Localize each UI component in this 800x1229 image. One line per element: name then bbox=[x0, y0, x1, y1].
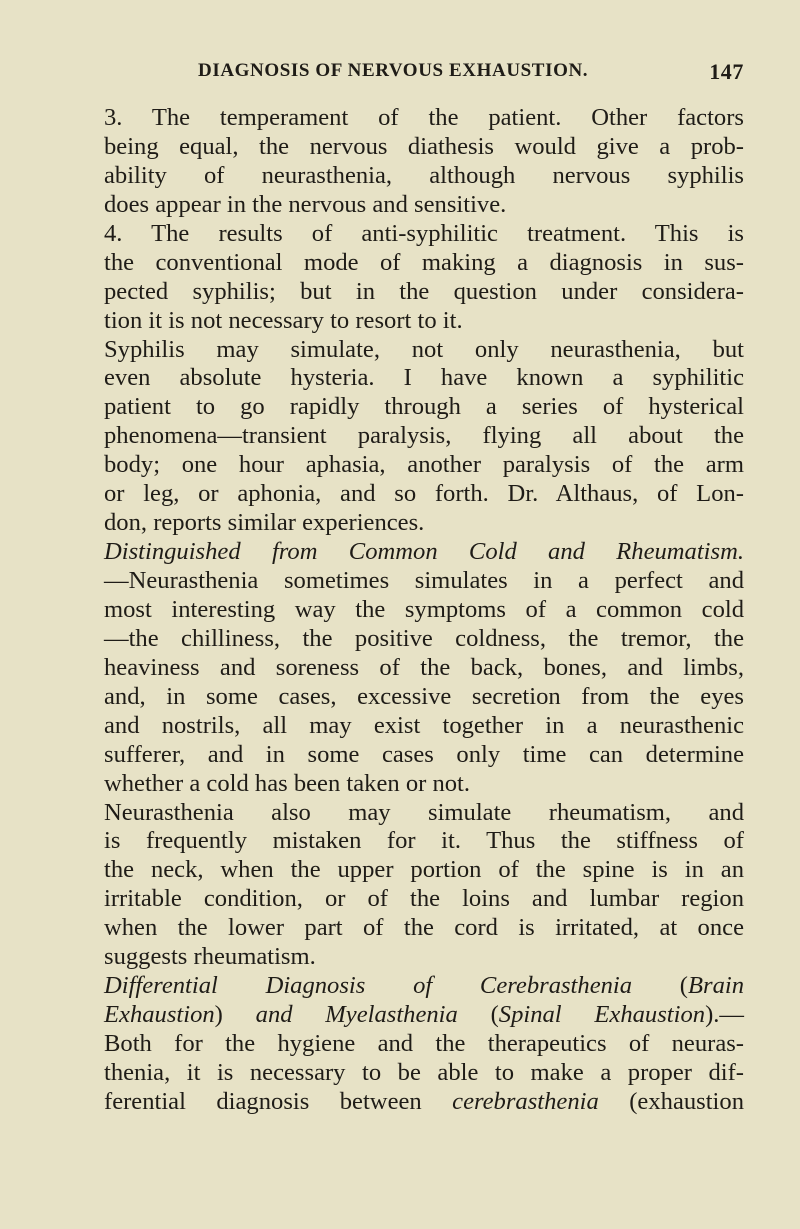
text-line: even absolute hysteria. I have known a syphilitic bbox=[104, 364, 744, 392]
heading-part: and Myelasthenia bbox=[255, 1001, 458, 1029]
text-line: the conventional mode of making a diagnosis in sus- bbox=[104, 248, 744, 276]
text-line: patient to go rapidly through a series of hysterical bbox=[104, 393, 744, 421]
running-head bbox=[198, 60, 744, 90]
text-line: Neurasthenia also may simulate rheumatism, and bbox=[104, 798, 744, 826]
text-line: don, reports similar experiences. bbox=[104, 509, 425, 537]
text-line: —Neurasthenia sometimes simulates in a perfect and bbox=[104, 567, 744, 594]
text-line: 4. The results of anti-syphilitic treatment. This is bbox=[104, 219, 744, 247]
text-line: phenomena—transient paralysis, flying all about the bbox=[104, 422, 744, 450]
text-line: tion it is not necessary to resort to it. bbox=[104, 306, 463, 334]
text-line: when the lower part of the cord is irritated, at once bbox=[104, 914, 744, 942]
heading-part: Differential Diagnosis of Cerebrasthenia bbox=[104, 972, 633, 1000]
text-line: body; one hour aphasia, another paralysis of the arm bbox=[104, 451, 744, 479]
text-line: being equal, the nervous diathesis would give a prob- bbox=[104, 132, 744, 160]
heading-part: ) bbox=[214, 1001, 256, 1029]
text-line: whether a cold has been taken or not. bbox=[104, 769, 471, 797]
text-line: thenia, it is necessary to be able to make a proper dif- bbox=[104, 1058, 744, 1086]
section-heading: Distinguished from Common Cold and Rheumatism. bbox=[104, 538, 744, 566]
text-line: Both for the hygiene and the therapeutics of neuras- bbox=[104, 1030, 744, 1057]
text-line: and nostrils, all may exist together in a neurasthenic bbox=[104, 711, 744, 739]
text-line: or leg, or aphonia, and so forth. Dr. Althaus, of Lon- bbox=[104, 480, 744, 508]
heading-part: Brain bbox=[687, 972, 745, 1000]
text-line: irritable condition, or of the loins and lumbar region bbox=[104, 885, 744, 913]
heading-part: Exhaustion bbox=[104, 1001, 215, 1029]
running-head-title: DIAGNOSIS OF NERVOUS EXHAUSTION. bbox=[198, 60, 589, 81]
text-part: (exhaustion bbox=[598, 1087, 744, 1115]
heading-part: Spinal Exhaustion bbox=[498, 1001, 706, 1029]
text-line bbox=[104, 1088, 744, 1117]
text-part: cerebrasthenia bbox=[452, 1087, 599, 1115]
text-part: ferential diagnosis between bbox=[104, 1087, 453, 1115]
heading-part: ( bbox=[632, 972, 688, 1000]
heading-part: ).— bbox=[705, 1001, 744, 1029]
section-heading bbox=[104, 1001, 744, 1030]
text-line: suggests rheumatism. bbox=[104, 943, 316, 971]
text-line: the neck, when the upper portion of the spine is in an bbox=[104, 856, 744, 884]
text-line: heaviness and soreness of the back, bones, and limbs, bbox=[104, 653, 744, 681]
body-text bbox=[104, 104, 744, 1117]
section-heading bbox=[104, 972, 744, 1001]
text-line: ability of neurasthenia, although nervous syphilis bbox=[104, 161, 744, 189]
text-line: pected syphilis; but in the question under considera- bbox=[104, 277, 744, 305]
heading-part: ( bbox=[457, 1001, 499, 1029]
text-line: Syphilis may simulate, not only neurasthenia, but bbox=[104, 335, 744, 363]
text-line: sufferer, and in some cases only time can determine bbox=[104, 740, 744, 768]
text-line: and, in some cases, excessive secretion from the eyes bbox=[104, 682, 744, 710]
text-line: 3. The temperament of the patient. Other factors bbox=[104, 104, 744, 131]
text-line: is frequently mistaken for it. Thus the stiffness of bbox=[104, 827, 744, 855]
text-line: does appear in the nervous and sensitive. bbox=[104, 190, 507, 218]
text-line: —the chilliness, the positive coldness, the tremor, the bbox=[104, 624, 744, 652]
page-number: 147 bbox=[709, 59, 744, 84]
text-line: most interesting way the symptoms of a common cold bbox=[104, 595, 744, 623]
